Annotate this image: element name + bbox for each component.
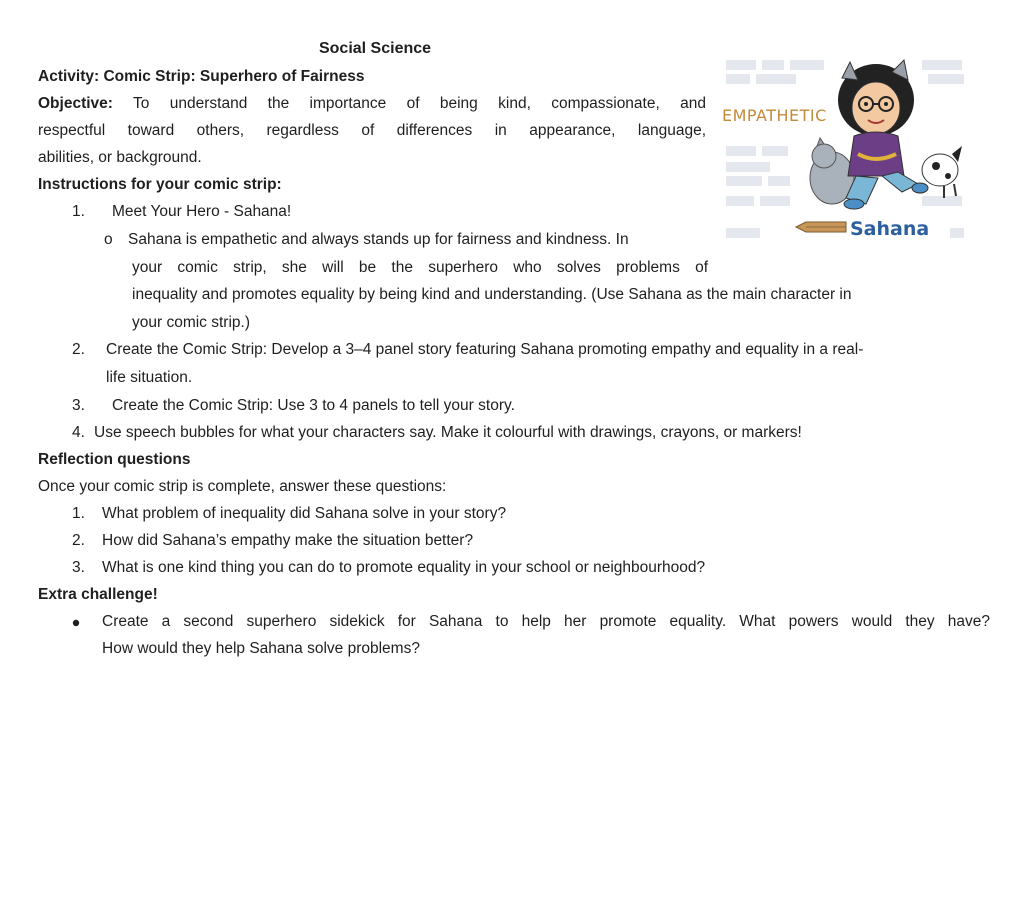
question-1 [72,504,506,524]
pencil-icon [794,220,850,234]
list-item-text: Create the Comic Strip: Use 3 to 4 panels to tell your story. [112,397,515,414]
question-2 [72,531,473,551]
question-text: What is one kind thing you can do to promote equality in your school or neighbourhood? [102,559,706,576]
extra-challenge-line-1: Create a second superhero sidekick for Sahana to help her promote equality. What powers would they have? [102,613,990,630]
objective-line-2: respectful toward others, regardless of differences in appearance, language, [38,122,706,139]
sub-bullet-line-1: Sahana is empathetic and always stands up for fairness and kindness. In [128,231,629,248]
list-marker: 3. [72,559,85,576]
reflection-intro: Once your comic strip is complete, answer these questions: [38,478,447,495]
reflection-heading: Reflection questions [38,451,191,468]
list-item-text: Use speech bubbles for what your characters say. Make it colourful with drawings, crayons, or markers! [94,424,802,441]
extra-challenge-line-2: How would they help Sahana solve problems? [102,640,420,657]
objective-line-3: abilities, or background. [38,149,202,166]
list-marker: 3. [72,397,85,414]
list-item-2 [72,340,863,360]
bullet-dot-icon [72,612,82,638]
sahana-illustration [722,56,970,246]
list-marker: 4. [72,424,85,441]
sub-bullet-line-3: inequality and promotes equality by being kind and understanding. (Use Sahana as the main character in [132,286,852,303]
activity-text: Comic Strip: Superhero of Fairness [103,68,365,85]
list-item-4 [72,423,802,443]
sahana-character-icon [806,58,966,216]
instructions-heading: Instructions for your comic strip: [38,176,282,193]
list-item-3 [72,396,515,416]
question-3 [72,558,705,578]
page-title: Social Science [318,40,432,57]
sub-bullet-line-2: your comic strip, she will be the superhero who solves problems of [132,259,708,276]
objective-line-1 [38,94,706,114]
sahana-name: Sahana [850,218,930,240]
list-marker: 1. [72,203,85,220]
question-text: How did Sahana’s empathy make the situation better? [102,532,474,549]
list-item-text: Meet Your Hero - Sahana! [112,203,292,220]
objective-label: Objective: [38,95,113,112]
sub-bullet-marker: o [104,231,113,248]
empathetic-word: EMPATHETIC [722,106,827,125]
question-text: What problem of inequality did Sahana solve in your story? [102,505,507,522]
objective-text-1: To understand the importance of being kind, compassionate, and [133,95,706,112]
activity-line [38,67,364,87]
list-item-2-continued: life situation. [106,369,193,386]
list-marker: 2. [72,532,85,549]
list-item-text: Create the Comic Strip: Develop a 3–4 panel story featuring Sahana promoting empathy and equality in a real- [106,341,864,358]
list-marker: 1. [72,505,85,522]
sub-bullet-line-4: your comic strip.) [132,314,250,331]
extra-challenge-heading: Extra challenge! [38,586,158,603]
list-item-1 [72,202,291,222]
list-marker: 2. [72,341,85,358]
activity-label: Activity: [38,68,100,85]
